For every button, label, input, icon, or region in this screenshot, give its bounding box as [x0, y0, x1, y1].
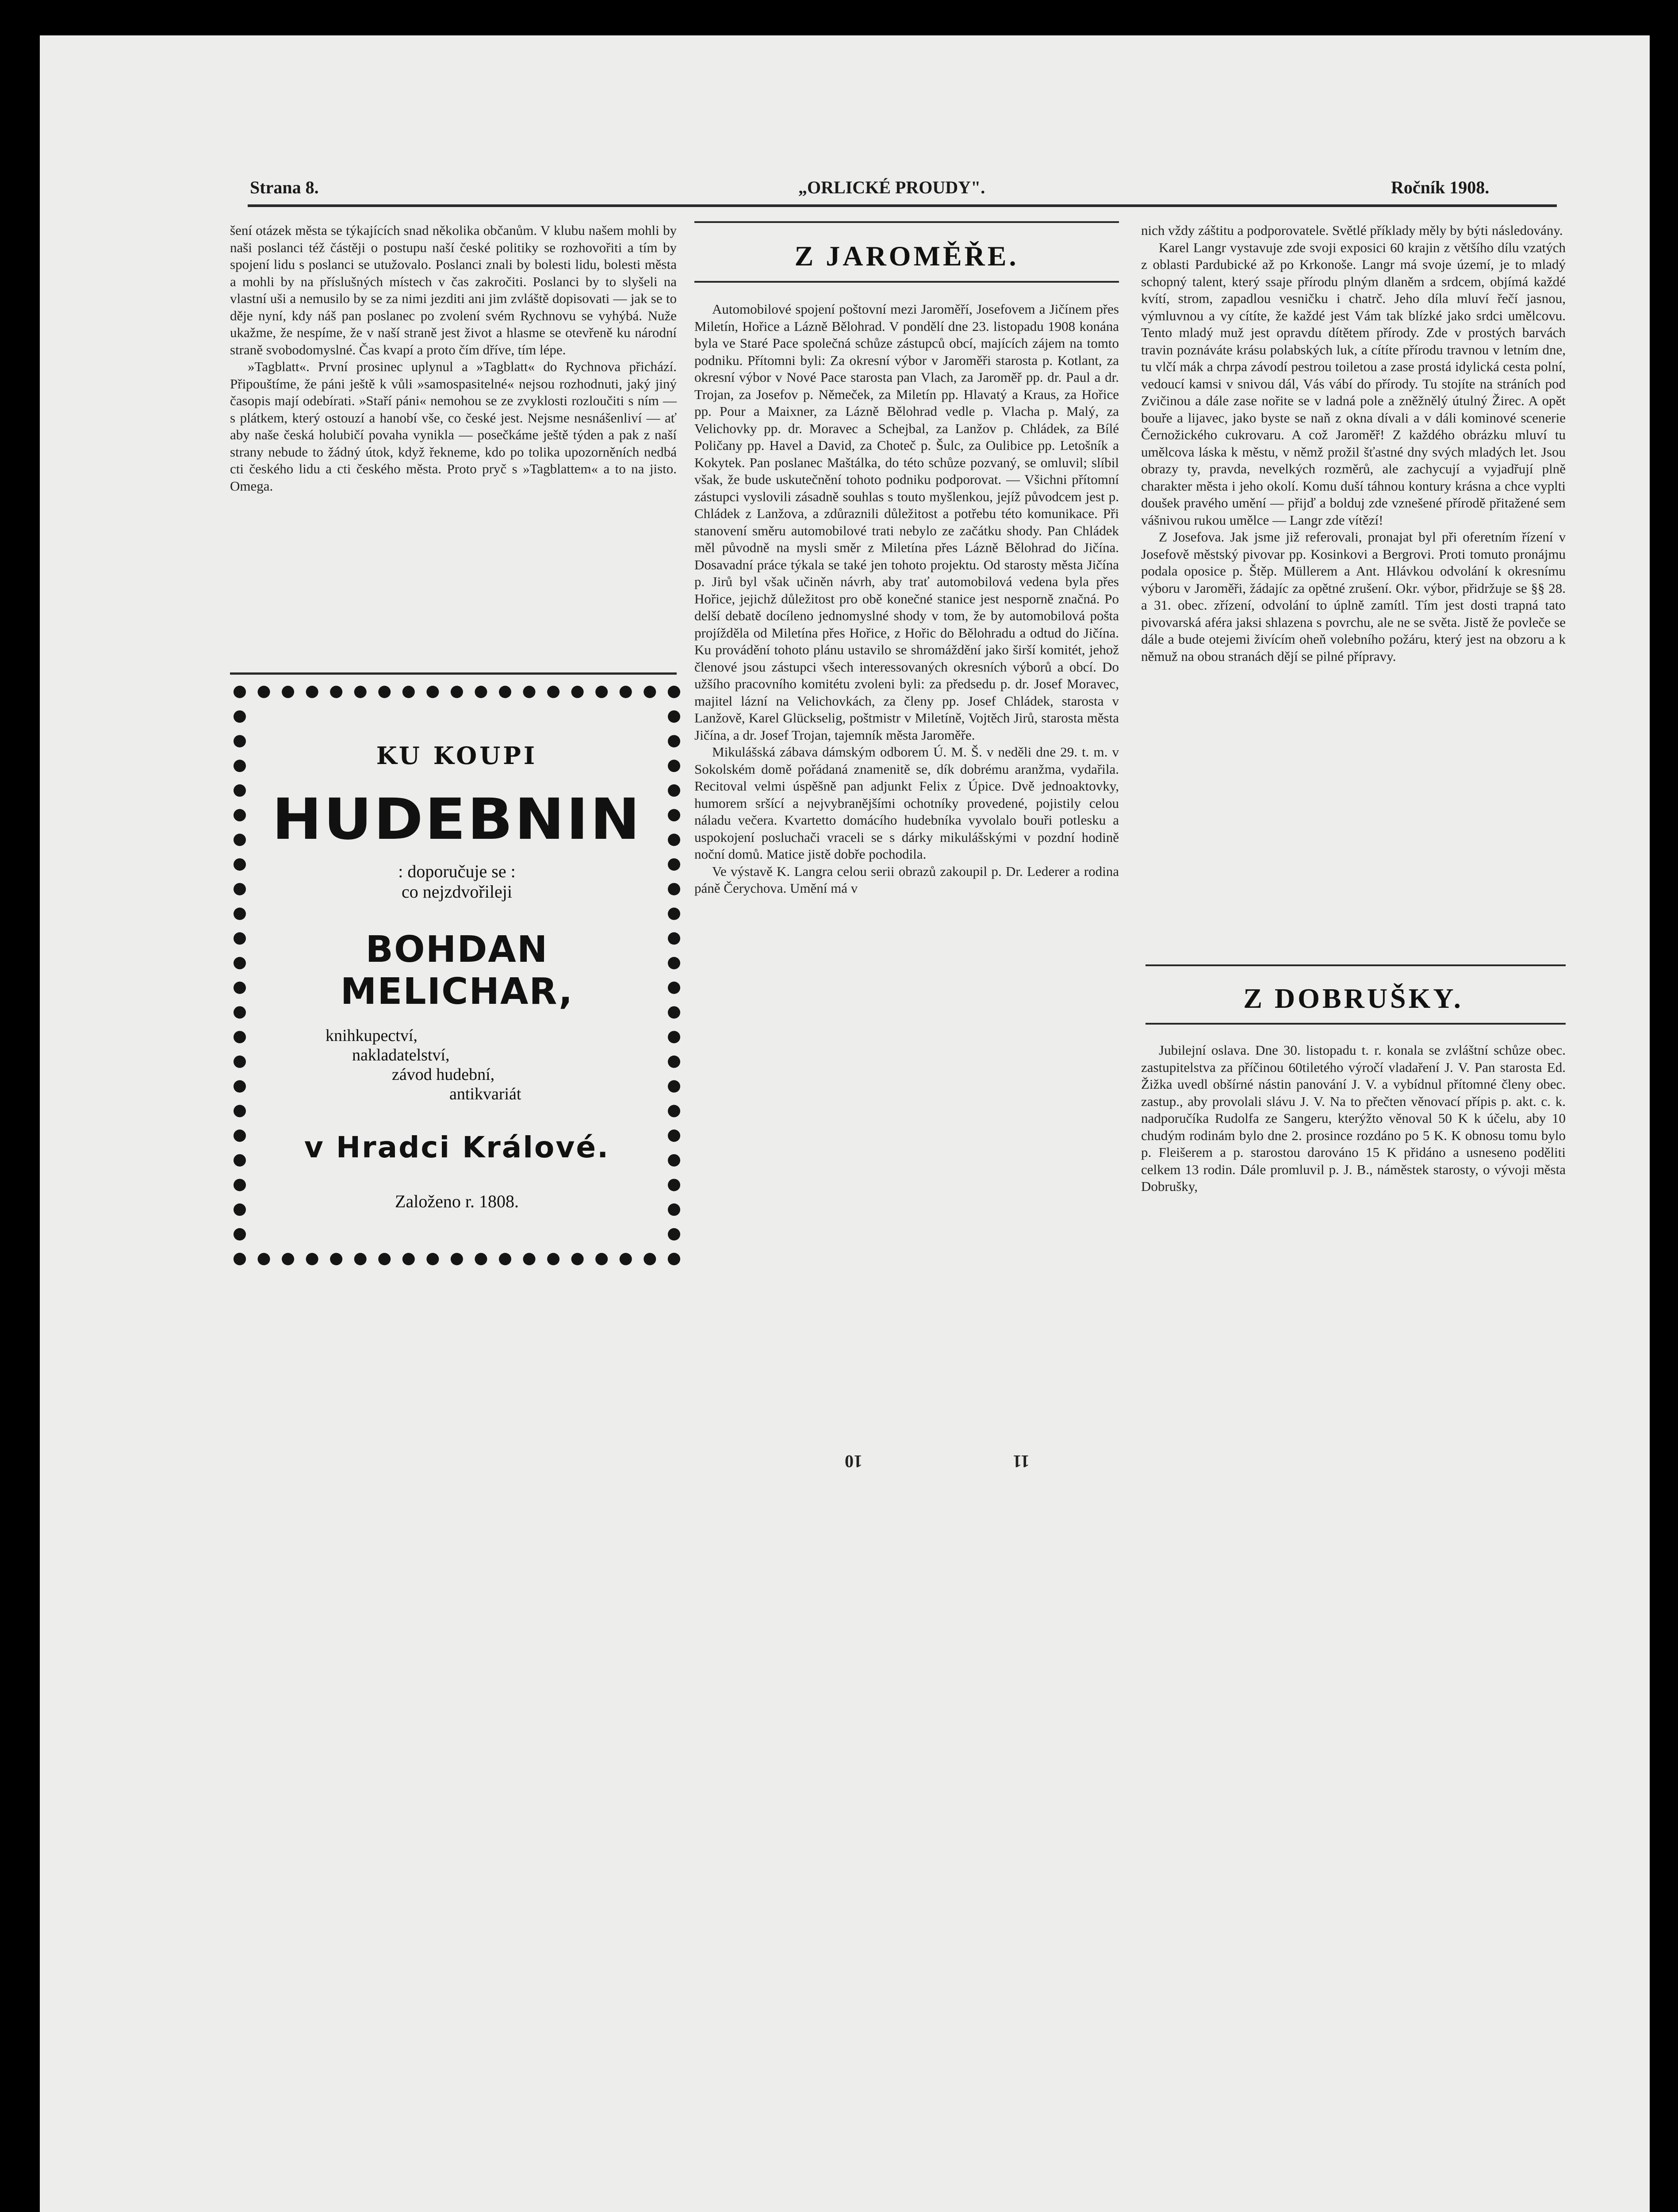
heading-z-dobrusky: Z DOBRUŠKY.: [1243, 983, 1463, 1014]
col3-paragraph-2: Karel Langr vystavuje zde svoji exposici 60 krajin z většího dílu vzatých z oblasti Pardubické až po Krkonoše. Langr má svoje území, je to mladý schopný talent, který ssaje přírodu plným dlaněm a srdcem, objímá každé kvítí, strom, zapadlou vesničku i chatrč. Jeho díla mluví řečí jasnou, výmluvnou a vy cítíte, že každé jest Vám tak blízké jako srdci umělcovu. Tento mladý muž jest opravdu dítětem přírody. Zde v prostých barvách travin poznáváte krásu polabských luk, a cítíte přírodu travnou v letním dne, tu vlčí mák a chrpa závodí pestrou toiletou a zase prostá idylická cesta polní, vedoucí kamsi v snivou dál, Vás vábí do přírody. Tu stojíte na stráních pod Zvičinou a dále zase nořite se v ladná pole a zněžnělý útulný Žirec. A opět bouře a lijavec, jako byste se naň z okna dívali a v dáli kominové scenerie Černožického cukrovaru. A což Jaroměř! Z každého obrázku mluví tu umělcova láska k městu, v němž prožil šťastné dny svých mladých let. Jsou obrazy ty, pravda, nevelkých rozměrů, ale zachycují a vyjadřují plně charakter města i jeho okolí. Komu duší táhnou kontury krásna a chce vyplti doušek pravého umění — přijď a bolduj zde vznešené přírodě přitažené sem vášnivou rukou umělce — Langr zde vítězí!: [1141, 239, 1566, 528]
ad-recommendation: [246, 861, 668, 902]
volume-year: Ročník 1908.: [1391, 177, 1490, 197]
ad-city: v Hradci Králové.: [304, 1130, 610, 1164]
column-3-text: [1141, 222, 1566, 665]
heading-z-jaromere: Z JAROMĚŘE.: [794, 240, 1019, 272]
ad-recommendation-line-1: : doporučuje se :: [398, 861, 516, 881]
ad-shop-name: BOHDAN MELICHAR,: [340, 929, 574, 1013]
col3b-paragraph-1: Jubilejní oslava. Dne 30. listopadu t. r. konala se zvláštní schůze obec. zastupitelstva za příčinou 60tiletého výročí vladaření J. V. Pan starosta Ed. Žižka uvedl obšírné nástin panování J. V. a vybídnul přítomné členy obec. zastup., aby provolali slávu J. V. Na to přečten věnovací přípis p. akt. c. k. nadporučíka Rudolfa ze Sangeru, kterýžto věnoval 50 K k účelu, aby 10 chudým rodinám bylo dne 2. prosince rozdáno po 5 K. K obnosu tomu bylo p. Fleišerem a p. starostou darováno 15 K přidáno a usneseno poděliti celkem 13 rodin. Dále promluvil p. J. B., náměstek starosty, o vývoji města Dobrušky,: [1141, 1042, 1566, 1194]
col2-paragraph-1: Automobilové spojení poštovní mezi Jaroměří, Josefovem a Jičínem přes Miletín, Hořice a Lázně Bělohrad. V pondělí dne 23. listopadu 1908 konána byla ve Staré Pace společná schůze zástupců obcí, majících zájem na tomto podniku. Přítomni byli: Za okresní výbor v Jaroměři starosta p. Kotlant, za okresní výbor v Nové Pace starosta pan Vlach, za Jaroměř pp. dr. Paul a dr. Trojan, za Josefov p. Němeček, za Miletín pp. Hlavatý a Kraus, za Hořice pp. Pour a Maixner, za Lázně Bělohrad vedle p. Vlacha p. Malý, za Velichovky pp. dr. Moravec a Schejbal, za Lanžov p. Chládek, za Bílé Poličany pp. Havel a David, za Choteč p. Šulc, za Oulibice pp. Letošník a Kokytek. Pan poslanec Maštálka, do této schůze pozvaný, se omluvil; slíbil však, že bude uskutečnění tohoto podniku podporovat. — Všichni přítomní zástupci vyslovili zásadně souhlas s touto myšlenkou, jejíž původcem jest p. Chládek z Lanžova, a zdůraznili důležitost a potřebu této komunikace. Při stanovení směru automobilové trati nebylo ze začátku shody. Pan Chládek měl původně na mysli směr z Miletína přes Lázně Bělohrad do Jičína. Dosavadní práce týkala se také jen tohoto projektu. Od starosty města Jičína p. Jirů byl však učiněn návrh, aby trať automobilová vedena byla přes Hořice, jejichž důležitost pro obě konečné stanice jest nesporně značná. Po delší debatě docíleno jednomyslné shody v tom, že by automobilová pošta projížděla od Miletína přes Hořice, z Hořic do Bělohradu a odtud do Jičína. Ku provádění tohoto plánu ustavilo se shromáždění jako širší komitét, jehož členové jsou zástupci všech interessovaných okresních výborů a obcí. Do užšího pracovního komitétu zvoleni byli: za předsedu p. dr. Josef Moravec, majitel lázní na Velichovkách, za členy pp. Josef Chládek, starosta v Lanžově, Karel Glückselig, poštmistr v Miletíně, Vojtěch Jirů, starosta města Jičína, a dr. Josef Trojan, tajemník města Jaroměře.: [694, 301, 1119, 743]
dobrusky-rule-top: [1145, 964, 1566, 966]
newspaper-page: [40, 35, 1650, 2212]
ad-service-3: závod hudební,: [392, 1065, 495, 1084]
col1-paragraph-2: »Tagblatt«. První prosinec uplynul a »Tagblatt« do Rychnova přichází. Připouštíme, že páni ještě k vůli »samospasitelné« nejsou rozhodnuti, jaký jiný časopis mají odebírati. »Staří páni« nemohou se ze zvyklosti rozloučiti s ním — s plátkem, který ostouzí a hanobí vše, co české jest. Nejsme nesnášenliví — ať aby naše česká holubičí povaha vynikla — posečkáme ještě týden a pak z naší strany nebude to žádný útok, když řekneme, kdo po tolika upozorněních nedbá cti českého lidu a cti českého města. Proto pryč s »Tagblattem« a to na jisto. Omega.: [230, 359, 677, 494]
ad-recommendation-line-2: co nejzdvořileji: [402, 882, 512, 902]
col2-paragraph-3: Ve výstavě K. Langra celou serii obrazů zakoupil p. Dr. Lederer a rodina páně Čerychova. Umění má v: [694, 863, 1119, 896]
ad-service-1: knihkupectví,: [326, 1026, 418, 1045]
col3-paragraph-3: Z Josefova. Jak jsme již referovali, pronajat byl při oferetním řízení v Josefově městský pivovar pp. Kosinkovi a Bergrovi. Proti tomuto pronájmu podala oposice p. Štěp. Müllerem a Ant. Hlávkou odvolání k okresnímu výboru v Jaroměři, žádajíc za opětné zrušení. Okr. výbor, přidržuje se §§ 28. a 31. obec. zřízení, odvolání to úplně zamítl. Tím jest dosti trapná tato pivovarská aféra jaksi shlazena s povrchu, ale ne se světa. Jistě že povleče se dále a bude otejemi živícím oheň volebního požáru, který jest na obzoru a k němuž na obou stranách dějí se pilné přípravy.: [1141, 529, 1566, 664]
dobrusky-rule-bottom: [1145, 1023, 1566, 1025]
header-rule: [248, 204, 1557, 207]
newspaper-title: „ORLICKÉ PROUDY".: [798, 177, 985, 197]
ad-service-4: antikvariát: [449, 1085, 521, 1103]
ad-ku-koupi: KU KOUPI: [376, 741, 538, 770]
column-3b-text: [1141, 1042, 1566, 1195]
column-1-end-rule: [230, 672, 677, 675]
column-1-text: [230, 222, 677, 495]
ad-founded: Založeno r. 1808.: [395, 1191, 519, 1211]
page-number-10: 10: [845, 1452, 862, 1471]
ad-hudebnin: HUDEBNIN: [272, 787, 642, 853]
col3-paragraph-1: nich vždy záštitu a podporovatele. Světlé příklady měly by býti následovány.: [1141, 223, 1563, 238]
column-2-text: [694, 301, 1119, 897]
inverted-story-text-left: [226, 1460, 801, 2212]
page-number: Strana 8.: [250, 177, 319, 197]
section-rule-top: [694, 221, 1119, 223]
ad-service-2: nakladatelství,: [352, 1046, 450, 1064]
section-rule-bottom: [694, 281, 1119, 283]
music-shop-advertisement: [234, 686, 680, 1265]
ad-services: [246, 1026, 668, 1104]
col1-paragraph-1: šení otázek města se týkajících snad několika občanům. V klubu našem mohli by naši poslanci též částěji o postupu naší české politiky se rozhovořiti a tím by spojení lidu s poslanci se utužovalo. Poslanci znali by bolesti lidu, bolesti města a mohli by na příslušných místech v čas zakročiti. Poslanci by to slyšeli na vlastní uši a nemusilo by se za nimi jezditi ani jim zvláště dopisovati — jak se to děje nyní, kdy náš pan poslanec po zvolení svém Rychnovu se vyhýbá. Nuže ukažme, že nespíme, že v naší straně jest život a hlasme se otevřeně ku národní straně svobodomyslné. Čas kvapí a proto čím dříve, tím lépe.: [230, 223, 677, 357]
inverted-story-text-right: [1031, 1460, 1605, 2212]
col2-paragraph-2: Mikulášská zábava dámským odborem Ú. M. Š. v neděli dne 29. t. m. v Sokolském domě pořádaná znamenitě se, dík dobrému aranžma, vydařila. Recitoval velmi úspěšně pan adjunkt Felix z Úpice. Dvě jednoaktovky, humorem sršící a nejvybranějšími ochotníky provedené, pojistily celou náladu večera. Kvartetto domácího hudebníka vyvolalo bouři potlesku a uspokojení posluchači vraceli se s dárky mikulášskými v pozdní hodině noční domů. Matice jistě dobře pochodila.: [694, 744, 1119, 862]
page-number-11: 11: [1013, 1452, 1030, 1471]
